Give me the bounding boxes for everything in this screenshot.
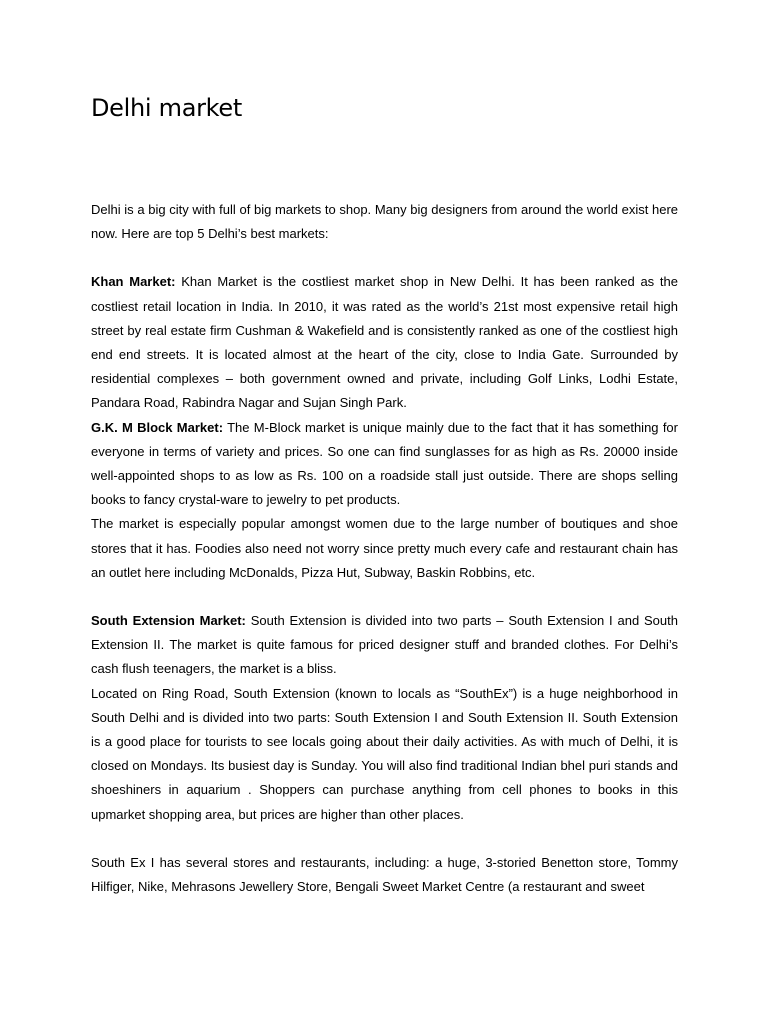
south-ex-extra-paragraph: Located on Ring Road, South Extension (known to locals as “SouthEx”) is a huge neighborhood in South Delhi and is divided into two parts: South Extension I and South Extension II. South Extension is a good place for tourists to see locals going about their daily activities. As with much of Delhi, it is closed on Mondays. Its busiest day is Sunday. You will also find traditional Indian bhel puri stands and shoeshiners in aquarium . Shoppers can purchase anything from cell phones to books in this upmarket shopping area, but prices are higher than other places. xyxy=(91,685,678,822)
gk-market-extra-paragraph: The market is especially popular amongst women due to the large number of boutiques and shoe stores that it has. Foodies also need not worry since pretty much every cafe and restaurant chain has an outlet here including McDonalds, Pizza Hut, Subway, Baskin Robbins, etc. xyxy=(91,516,678,580)
document-body xyxy=(91,198,678,899)
south-ex-heading: South Extension Market: xyxy=(91,613,246,629)
closing-paragraph: South Ex I has several stores and restaurants, including: a huge, 3-storied Benetton store, Tommy Hilfiger, Nike, Mehrasons Jewellery Store, Bengali Sweet Market Centre (a restaurant and sweet xyxy=(91,854,678,895)
khan-market-paragraph xyxy=(91,270,678,415)
intro-paragraph: Delhi is a big city with full of big markets to shop. Many big designers from around the world exist here now. Here are top 5 Delhi’s best markets: xyxy=(91,202,678,242)
south-ex-text: South Extension is divided into two parts – South Extension I and South Extension II. The market is quite famous for priced designer stuff and branded clothes. For Delhi’s cash flush teenagers, the market is a bliss. xyxy=(91,613,678,677)
khan-market-heading: Khan Market: xyxy=(91,274,176,290)
gk-market-paragraph xyxy=(91,416,678,513)
south-ex-paragraph xyxy=(91,609,678,682)
page-title: Delhi market xyxy=(91,94,242,122)
khan-market-text: Khan Market is the costliest market shop in New Delhi. It has been ranked as the costliest retail location in India. In 2010, it was rated as the world’s 21st most expensive retail high street by real estate firm Cushman & Wakefield and is consistently ranked as one of the costliest high end end streets. It is located almost at the heart of the city, close to India Gate. Surrounded by residential complexes – both government owned and private, including Golf Links, Lodhi Estate, Pandara Road, Rabindra Nagar and Sujan Singh Park. xyxy=(91,274,678,411)
gk-market-text: The M-Block market is unique mainly due to the fact that it has something for everyone in terms of variety and prices. So one can find sunglasses for as high as Rs. 20000 inside well-appointed shops to as low as Rs. 100 on a roadside stall just outside. There are shops selling books to fancy crystal-ware to jewelry to pet products. xyxy=(91,419,678,508)
gk-market-heading: G.K. M Block Market: xyxy=(91,419,224,435)
